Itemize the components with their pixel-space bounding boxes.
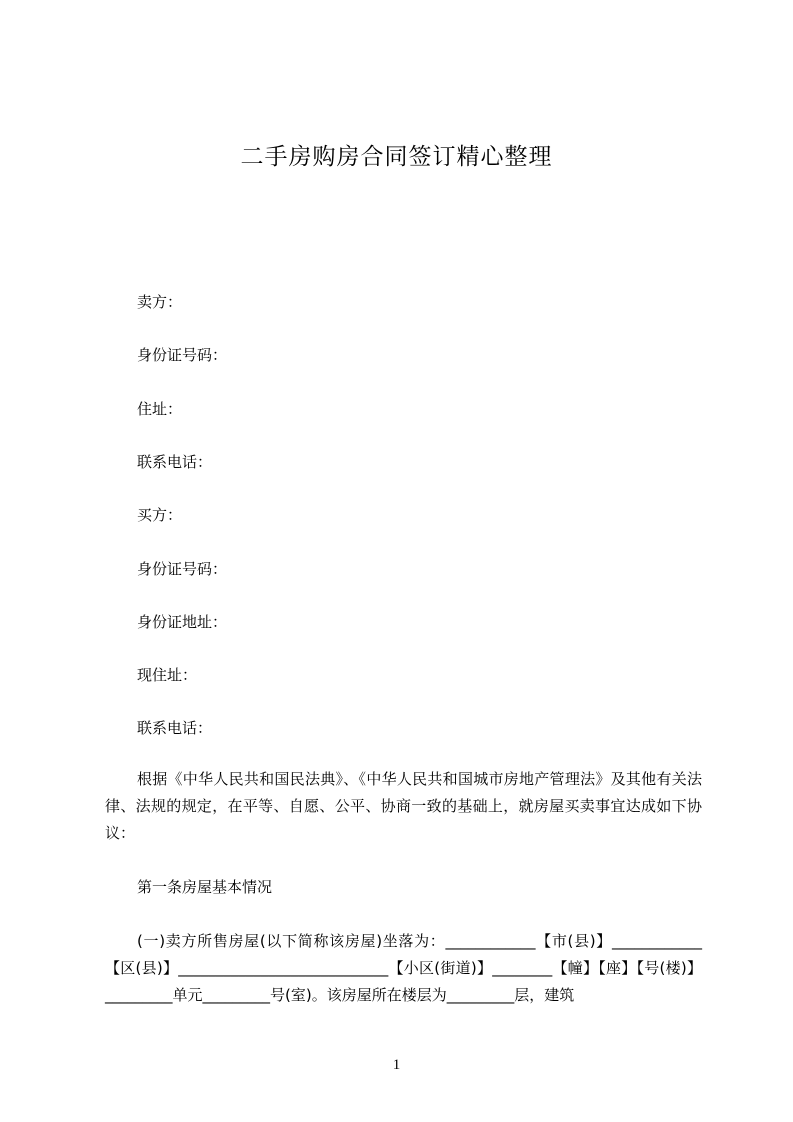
preamble-text: 根据《中华人民共和国民法典》、《中华人民共和国城市房地产管理法》及其他有关法律、法规的规定，在平等、自愿、公平、协商一致的基础上，就房屋买卖事宜达成如下协议： — [105, 770, 702, 842]
buyer-phone-label: 联系电话： — [137, 719, 213, 737]
buyer-current-address-label: 现住址： — [137, 666, 198, 684]
article-1-clause-1 — [105, 928, 702, 1009]
seller-address-label: 住址： — [137, 400, 183, 418]
article-1-heading: 第一条房屋基本情况 — [137, 878, 273, 896]
seller-label: 卖方： — [137, 293, 183, 311]
preamble-paragraph — [105, 766, 702, 847]
buyer-id-label: 身份证号码： — [137, 560, 228, 578]
document-title: 二手房购房合同签订精心整理 — [240, 144, 553, 170]
seller-id-label: 身份证号码： — [137, 346, 228, 364]
clause-1-text: (一)卖方所售房屋(以下简称该房屋)坐落为：____________【市(县)】____________【区(县)】____________________________【小区(街道)】________【幢】【座】【号(楼)】_________单元_________号(室)。该房屋所在楼层为_________层，建筑 — [105, 932, 702, 1004]
buyer-label: 买方： — [137, 506, 183, 524]
seller-phone-label: 联系电话： — [137, 453, 213, 471]
page-number: 1 — [392, 1057, 401, 1073]
buyer-id-address-label: 身份证地址： — [137, 613, 228, 631]
